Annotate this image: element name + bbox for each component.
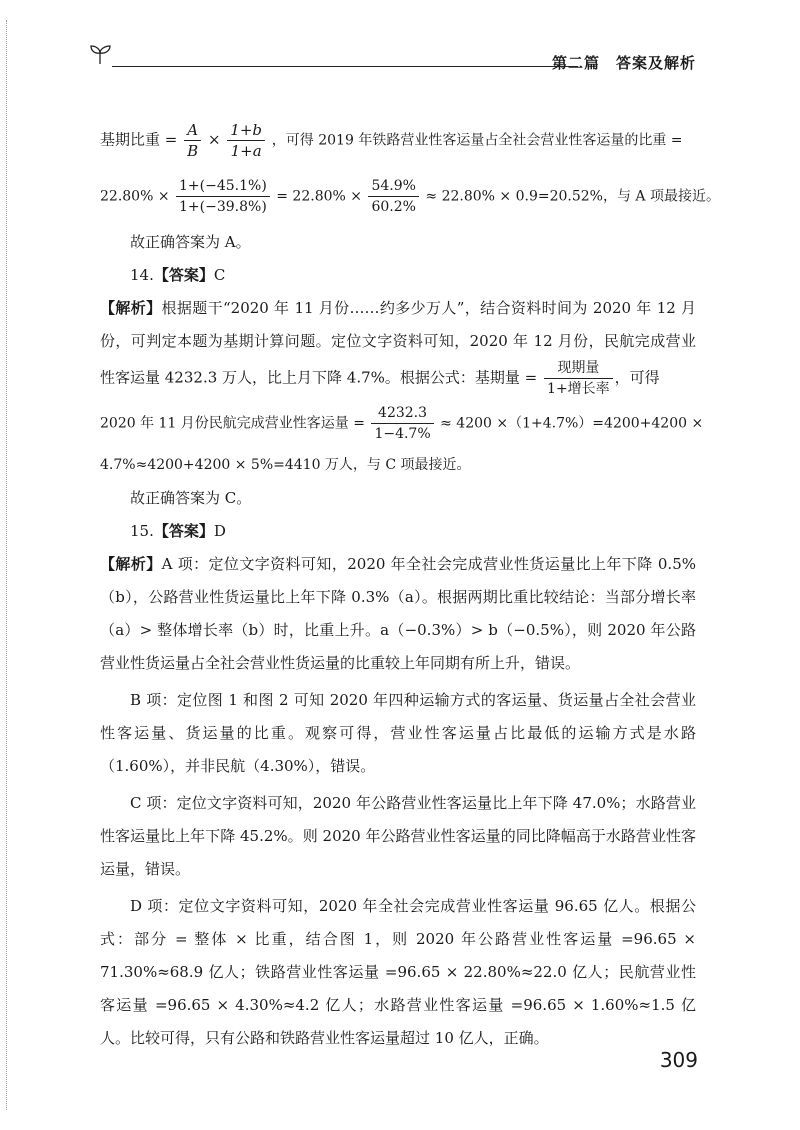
frac-numerator: 4232.3 [371, 403, 433, 424]
frac-denominator: 1+(−39.8%) [179, 199, 267, 215]
q14-answer-line [100, 259, 696, 292]
frac-denominator: B [187, 142, 199, 160]
q15-number: 15. [130, 522, 154, 540]
header-title: 第二篇 答案及解析 [551, 54, 696, 72]
q14-analysis-tag: 【解析】 [100, 299, 162, 317]
q15-option-d: D 项：定位文字资料可知，2020 年全社会完成营业性客运量 96.65 亿人。根据公式：部分 = 整体 × 比重，结合图 1，则 2020 年公路营业性客运量 =96.65 × 71.30%≈68.9 亿人；铁路营业性客运量 =96.65 × 22.80%≈22.0 亿人；民航营业性客运量 =96.65 × 4.30%≈4.2 亿人；水路营业性客运量 =96.65 × 1.60%≈1.5 亿人。比较可得，只有公路和铁路营业性客运量超过 10 亿人，正确。 [100, 897, 696, 1047]
q13-calc-c: ≈ 22.80% × 0.9=20.52%，与 A 项最接近。 [425, 188, 720, 205]
frac-numerator: A [184, 120, 201, 141]
frac-denominator: 60.2% [371, 199, 416, 215]
q15-option-c: C 项：定位文字资料可知，2020 年公路营业性客运量比上年下降 47.0%；水路营业性客运量比上年下降 45.2%。则 2020 年公路营业性客运量的同比降幅高于水路营业性客运量，错误。 [100, 794, 696, 878]
q15-answer: D [213, 522, 226, 540]
q13-calc-line [100, 176, 720, 222]
q15-analysis-tag: 【解析】 [100, 555, 162, 573]
frac-denominator: 1+a [230, 142, 262, 160]
q15-option-b: B 项：定位图 1 和图 2 可知 2020 年四种运输方式的客运量、货运量占全社会营业性客运量、货运量的比重。观察可得，营业性客运量占比最低的运输方式是水路（1.60%），并非民航（4.30%），错误。 [100, 691, 696, 775]
q14-calc-b: ≈ 4200 ×（1+4.7%）=4200+4200 × [440, 415, 704, 432]
frac-numerator: 1+(−45.1%) [176, 176, 270, 197]
q15-answer-line [100, 515, 696, 548]
q14-number: 14. [130, 266, 154, 284]
frac-numerator: 现期量 [544, 358, 613, 379]
q13-fraction-result [368, 176, 418, 217]
frac-denominator: 1+增长率 [547, 381, 610, 397]
q14-calc-cont: 4.7%≈4200+4200 × 5%=4410 万人，与 C 项最接近。 [100, 457, 471, 473]
q14-conclusion: 故正确答案为 C。 [130, 489, 252, 507]
leaf-icon [88, 44, 114, 66]
frac-numerator: 54.9% [368, 176, 418, 197]
q15-analysis-a [100, 548, 696, 680]
binding-edge [6, 20, 8, 1110]
q14-calc-a: 2020 年 11 月份民航完成营业性客运量 = [100, 415, 365, 432]
q14-fraction-calc [371, 403, 433, 444]
frac-denominator: 1−4.7% [374, 426, 431, 442]
times-sign: × [207, 130, 221, 149]
q13-fraction-growth [227, 120, 265, 161]
q13-formula-line [100, 120, 696, 166]
q13-formula-suffix: ，可得 2019 年铁路营业性客运量占全社会营业性客运量的比重 = [271, 132, 683, 149]
q14-answer: C [213, 266, 226, 284]
q15-answer-tag: 【答案】 [153, 522, 214, 540]
q14-analysis [100, 292, 696, 399]
page-content [100, 120, 720, 1055]
q13-calc-b: = 22.80% × [276, 188, 362, 205]
q14-answer-tag: 【答案】 [153, 266, 214, 284]
frac-numerator: 1+b [227, 120, 265, 141]
q15-option-a-text: A 项：定位文字资料可知，2020 年全社会完成营业性货运量比上年下降 0.5%（b），公路营业性货运量比上年下降 0.3%（a）。根据两期比重比较结论：当部分增长率（a）> 整体增长率（b）时，比重上升。a（−0.3%）> b（−0.5%），则 2020 年公路营业性货运量占全社会营业性货运量的比重较上年同期有所上升，错误。 [100, 555, 696, 672]
page-header [88, 44, 696, 72]
q13-fraction-rates [176, 176, 270, 217]
header-rule [112, 66, 578, 67]
q14-fraction-formula [544, 358, 613, 399]
q14-calc-line [100, 403, 704, 449]
q13-conclusion: 故正确答案为 A。 [130, 233, 251, 251]
page-number: 309 [659, 1048, 698, 1072]
q13-calc-a: 22.80% × [100, 188, 170, 205]
q13-fraction-ab [184, 120, 201, 161]
q14-analysis-text: 根据题干“2020 年 11 月份……约多少万人”，结合资料时间为 2020 年 12 月份，可判定本题为基期计算问题。定位文字资料可知，2020 年 12 月份，民航完成营业性客运量 4232.3 万人，比上月下降 4.7%。根据公式：基期量 = [100, 299, 696, 387]
q13-formula-prefix: 基期比重 = [100, 130, 178, 149]
q14-analysis-end: ，可得 [614, 368, 660, 387]
